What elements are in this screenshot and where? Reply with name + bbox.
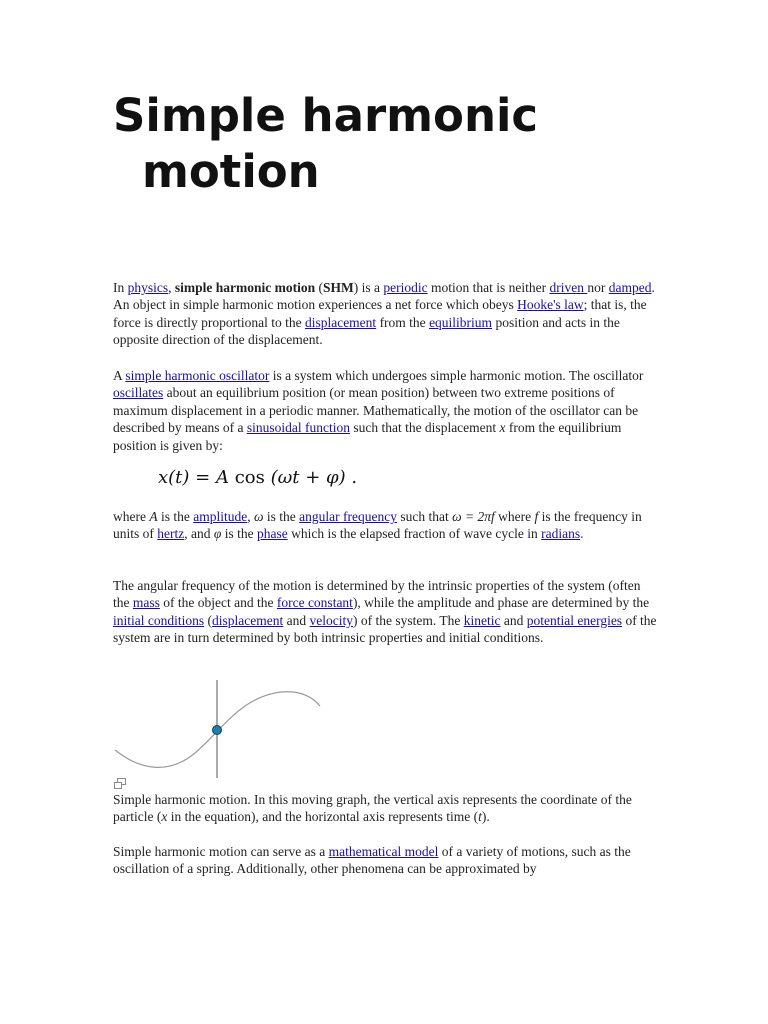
link-hookes-law[interactable]: Hooke's law — [517, 297, 584, 313]
link-force-constant[interactable]: force constant — [276, 595, 353, 611]
var-omega: ω — [253, 509, 264, 524]
text: such that — [396, 509, 453, 524]
page-title-line1: Simple harmonic — [113, 89, 539, 142]
link-periodic[interactable]: periodic — [383, 280, 428, 295]
model-paragraph — [113, 843, 658, 878]
text: in the equation), and the horizontal axis represents time ( — [167, 809, 479, 825]
angular-frequency-paragraph — [113, 577, 658, 647]
text: ). — [481, 809, 490, 825]
link-kinetic[interactable]: kinetic — [463, 612, 501, 628]
link-potential-energies[interactable]: potential energies — [526, 612, 623, 628]
text: ( — [204, 612, 212, 628]
var-phi: φ — [213, 526, 222, 542]
text: . — [580, 526, 584, 542]
displacement-formula — [158, 467, 357, 488]
formula-cos: cos — [228, 467, 271, 488]
text: of the object and the — [159, 595, 277, 611]
link-sinusoidal-function[interactable]: sinusoidal function — [246, 420, 350, 436]
text: ) is a — [353, 280, 384, 295]
link-phase[interactable]: phase — [256, 526, 288, 542]
link-simple-harmonic-oscillator[interactable]: simple harmonic oscillator — [125, 368, 270, 383]
text: ), while the amplitude and phase are determined by the — [352, 595, 650, 611]
text: and — [500, 612, 527, 628]
text: is the frequency in units of — [113, 509, 642, 542]
link-mass[interactable]: mass — [132, 595, 160, 611]
text: ( — [315, 280, 323, 295]
formula-argument: (ωt + φ) — [270, 467, 346, 488]
omega-equation: ω = 2πf — [452, 509, 495, 524]
text: ; that is, the force is directly proportional to the — [113, 297, 647, 330]
link-angular-frequency[interactable]: angular frequency — [299, 509, 397, 524]
text: of the system are in turn determined by both intrinsic properties and initial conditions. — [113, 612, 657, 646]
text: A — [113, 368, 126, 383]
shm-animation-graph — [110, 678, 325, 783]
text: from the equilibrium position is given by: — [113, 420, 622, 453]
text: which is the elapsed fraction of wave cycle in — [287, 526, 542, 542]
text: Simple harmonic motion. In this moving graph, the vertical axis represents the coordinate of the particle ( — [113, 792, 632, 825]
text: from the — [376, 314, 430, 330]
link-displacement-2[interactable]: displacement — [212, 612, 284, 628]
formula-amplitude: A — [215, 467, 229, 488]
text: is the — [221, 526, 257, 542]
text: . An object in simple harmonic motion experiences a net force which obeys — [113, 280, 655, 313]
amplitude-paragraph — [113, 508, 658, 543]
text: is a system which undergoes simple harmonic motion. The oscillator — [269, 368, 644, 383]
link-amplitude[interactable]: amplitude — [193, 509, 248, 524]
var-t: t — [478, 809, 482, 825]
link-initial-conditions[interactable]: initial conditions — [113, 612, 205, 628]
var-a: A — [149, 509, 158, 524]
var-f: f — [534, 509, 539, 524]
term-shm: simple harmonic motion — [174, 280, 316, 295]
formula-end: . — [345, 467, 358, 488]
link-driven[interactable]: driven — [549, 280, 588, 295]
link-physics[interactable]: physics — [127, 280, 169, 295]
text: and — [283, 612, 310, 628]
link-displacement[interactable]: displacement — [304, 314, 377, 330]
text: , — [168, 280, 175, 295]
text: nor — [587, 280, 609, 295]
link-equilibrium[interactable]: equilibrium — [429, 314, 493, 330]
link-velocity[interactable]: velocity — [309, 612, 353, 628]
link-mathematical-model[interactable]: mathematical model — [328, 844, 439, 859]
text: is the — [157, 509, 194, 524]
var-x: x — [161, 809, 168, 825]
text: The angular frequency of the motion is determined by the intrinsic properties of the system (often the — [113, 578, 641, 611]
link-oscillates[interactable]: oscillates — [113, 385, 164, 401]
enlarge-icon[interactable] — [114, 778, 126, 789]
text: motion that is neither — [427, 280, 550, 295]
page-title-line2: motion — [142, 145, 320, 198]
text: In — [113, 280, 128, 295]
page-title — [113, 88, 673, 200]
link-radians[interactable]: radians — [541, 526, 581, 542]
var-x: x — [499, 420, 506, 436]
text: is the — [263, 509, 300, 524]
text: ) of the system. The — [352, 612, 464, 628]
text: position and acts in the opposite direction of the displacement. — [113, 314, 620, 348]
oscillator-paragraph — [113, 367, 658, 454]
figure-caption — [113, 791, 658, 826]
text: Simple harmonic motion can serve as a — [113, 844, 329, 859]
formula-lhs: x(t) = — [158, 467, 216, 488]
link-hertz[interactable]: hertz — [157, 526, 185, 542]
text: where — [113, 509, 150, 524]
text: , and — [184, 526, 214, 542]
text: such that the displacement — [349, 420, 500, 436]
text: about an equilibrium position (or mean position) between two extreme positions of maximum displacement in a periodic manner. Mathematically, the motion of the oscillator can be described by means of a — [113, 385, 639, 436]
intro-paragraph — [113, 279, 658, 349]
particle-dot — [213, 726, 222, 735]
link-damped[interactable]: damped — [608, 280, 652, 295]
text: where — [494, 509, 535, 524]
text: , — [247, 509, 254, 524]
text: of a variety of motions, such as the oscillation of a spring. Additionally, other phenomena can be approximated by — [113, 844, 631, 877]
term-shm-abbr: SHM — [323, 280, 354, 295]
